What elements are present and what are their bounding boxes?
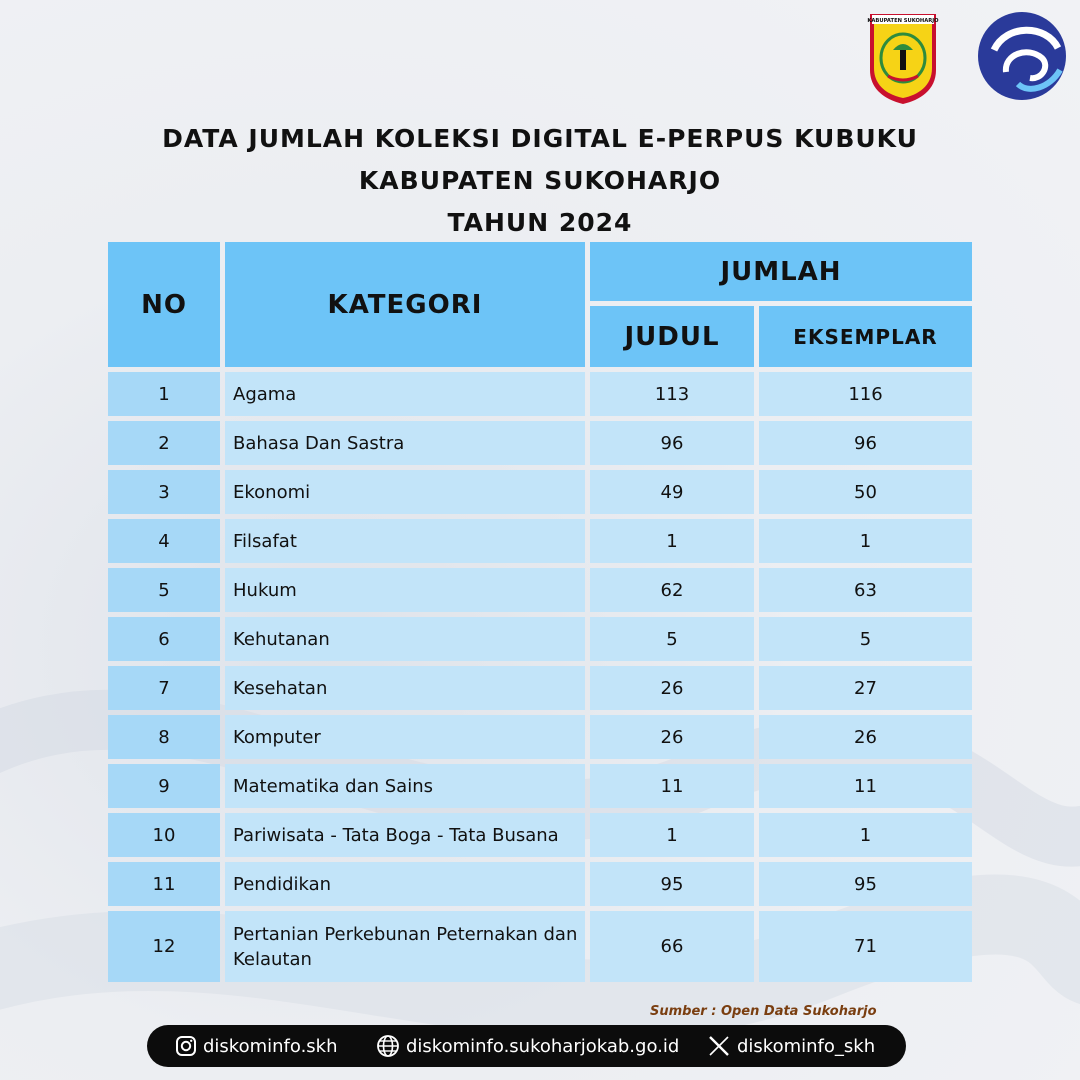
- kabupaten-sukoharjo-logo: [866, 10, 940, 106]
- logo-text: KABUPATEN SUKOHARJO: [867, 18, 939, 24]
- cell-eksemplar: 116: [759, 372, 972, 416]
- cell-judul: 1: [590, 813, 754, 857]
- cell-no: 1: [108, 372, 220, 416]
- header-eksemplar: EKSEMPLAR: [759, 306, 972, 367]
- x-handle: diskominfo_skh: [737, 1035, 876, 1057]
- header-no: NO: [108, 242, 220, 367]
- cell-judul: 26: [590, 715, 754, 759]
- cell-judul: 5: [590, 617, 754, 661]
- cell-no: 6: [108, 617, 220, 661]
- title-line-1: DATA JUMLAH KOLEKSI DIGITAL E-PERPUS KUBUKU: [162, 124, 918, 153]
- cell-no: 2: [108, 421, 220, 465]
- cell-no: 7: [108, 666, 220, 710]
- cell-no: 12: [108, 911, 220, 982]
- cell-eksemplar: 5: [759, 617, 972, 661]
- source-note: Sumber : Open Data Sukoharjo: [650, 1004, 877, 1019]
- cell-kategori: Pariwisata - Tata Boga - Tata Busana: [225, 813, 585, 857]
- cell-judul: 11: [590, 764, 754, 808]
- cell-eksemplar: 63: [759, 568, 972, 612]
- cell-kategori: Kehutanan: [225, 617, 585, 661]
- cell-eksemplar: 26: [759, 715, 972, 759]
- cell-kategori: Hukum: [225, 568, 585, 612]
- title-line-2: KABUPATEN SUKOHARJO: [358, 166, 722, 195]
- cell-eksemplar: 96: [759, 421, 972, 465]
- cell-eksemplar: 50: [759, 470, 972, 514]
- cell-no: 11: [108, 862, 220, 906]
- cell-eksemplar: 11: [759, 764, 972, 808]
- cell-no: 8: [108, 715, 220, 759]
- cell-judul: 113: [590, 372, 754, 416]
- cell-judul: 95: [590, 862, 754, 906]
- footer-x[interactable]: [707, 1025, 875, 1067]
- cell-kategori: Bahasa Dan Sastra: [225, 421, 585, 465]
- cell-judul: 62: [590, 568, 754, 612]
- header-jumlah: JUMLAH: [590, 242, 972, 301]
- cell-kategori: Pendidikan: [225, 862, 585, 906]
- cell-no: 10: [108, 813, 220, 857]
- cell-kategori: Komputer: [225, 715, 585, 759]
- footer-website[interactable]: [376, 1025, 679, 1067]
- social-footer: [147, 1025, 906, 1067]
- header-judul: JUDUL: [590, 306, 754, 367]
- cell-judul: 26: [590, 666, 754, 710]
- website-url: diskominfo.sukoharjokab.go.id: [406, 1035, 680, 1057]
- cell-kategori: Kesehatan: [225, 666, 585, 710]
- cell-kategori: Pertanian Perkebunan Peternakan dan Kelautan: [225, 911, 585, 982]
- cell-kategori: Agama: [225, 372, 585, 416]
- cell-eksemplar: 95: [759, 862, 972, 906]
- cell-eksemplar: 1: [759, 813, 972, 857]
- cell-judul: 66: [590, 911, 754, 982]
- cell-judul: 1: [590, 519, 754, 563]
- instagram-handle: diskominfo.skh: [203, 1035, 338, 1057]
- cell-eksemplar: 1: [759, 519, 972, 563]
- cell-judul: 96: [590, 421, 754, 465]
- footer-instagram[interactable]: [175, 1025, 338, 1067]
- header-kategori: KATEGORI: [225, 242, 585, 367]
- cell-no: 9: [108, 764, 220, 808]
- title-line-3: TAHUN 2024: [447, 208, 633, 237]
- cell-kategori: Matematika dan Sains: [225, 764, 585, 808]
- cell-eksemplar: 71: [759, 911, 972, 982]
- x-logo-icon: [707, 1034, 731, 1058]
- cell-no: 3: [108, 470, 220, 514]
- cell-no: 5: [108, 568, 220, 612]
- cell-no: 4: [108, 519, 220, 563]
- cell-eksemplar: 27: [759, 666, 972, 710]
- page-title: [0, 118, 1080, 244]
- cell-judul: 49: [590, 470, 754, 514]
- komdigi-logo: [976, 10, 1068, 102]
- globe-icon: [376, 1034, 400, 1058]
- cell-kategori: Filsafat: [225, 519, 585, 563]
- instagram-icon: [175, 1035, 197, 1057]
- cell-kategori: Ekonomi: [225, 470, 585, 514]
